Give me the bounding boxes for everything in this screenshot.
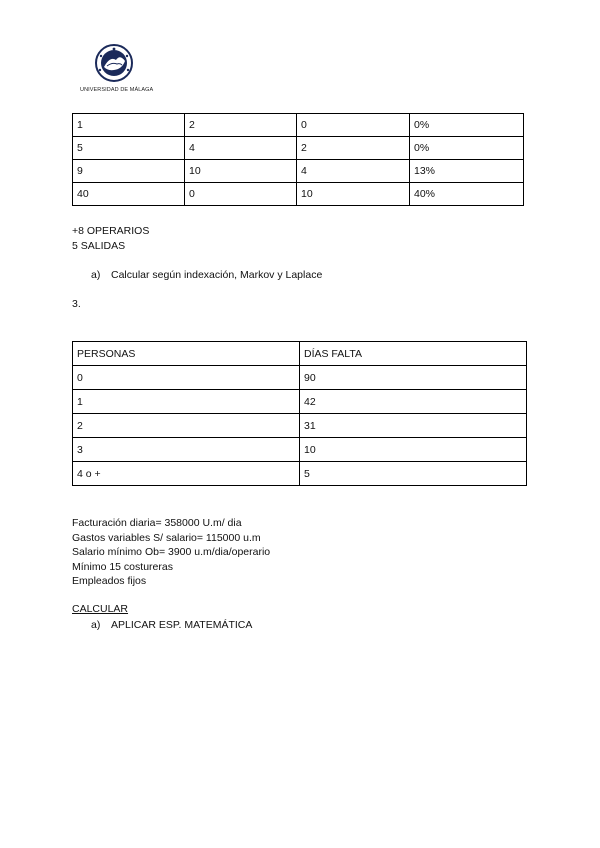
table-cell: 2 — [73, 414, 300, 438]
table-cell: 2 — [185, 114, 297, 137]
list-item — [91, 619, 252, 631]
table-personas — [72, 341, 527, 486]
table-row — [73, 414, 527, 438]
list-item-text: APLICAR ESP. MATEMÁTICA — [111, 619, 253, 631]
table-row — [73, 366, 527, 390]
section-number: 3. — [72, 298, 81, 310]
note-line: Empleados fijos — [72, 575, 147, 587]
table-cell: 9 — [73, 160, 185, 183]
table-header-cell: DÍAS FALTA — [300, 342, 527, 366]
table-cell: 5 — [300, 462, 527, 486]
table-cell: 3 — [73, 438, 300, 462]
table-row — [73, 137, 524, 160]
list-marker: a) — [91, 269, 101, 281]
university-logo — [80, 42, 154, 96]
table-row — [73, 183, 524, 206]
table-cell: 4 — [297, 160, 410, 183]
note-line: Gastos variables S/ salario= 115000 u.m — [72, 531, 261, 544]
note-line: Mínimo 15 costureras — [72, 560, 173, 573]
table-header-cell: PERSONAS — [73, 342, 300, 366]
note-line: 5 SALIDAS — [72, 239, 126, 252]
notes-facturacion — [72, 516, 270, 589]
calcular-heading: CALCULAR — [72, 603, 129, 615]
table-cell: 10 — [185, 160, 297, 183]
table-cell: 13% — [410, 160, 524, 183]
table-row — [73, 438, 527, 462]
table-cell: 90 — [300, 366, 527, 390]
table-row — [73, 160, 524, 183]
table-cell: 31 — [300, 414, 527, 438]
table-cell: 1 — [73, 114, 185, 137]
table-cell: 0% — [410, 137, 524, 160]
table-cell: 0 — [73, 366, 300, 390]
table-row — [73, 462, 527, 486]
table-cell: 10 — [300, 438, 527, 462]
table-cell: 42 — [300, 390, 527, 414]
table-cell: 0% — [410, 114, 524, 137]
table-cell: 40 — [73, 183, 185, 206]
table-row — [73, 390, 527, 414]
list-item-text: Calcular según indexación, Markov y Laplace — [111, 269, 323, 281]
university-seal-icon — [92, 42, 136, 84]
logo-text: UNIVERSIDAD DE MÁLAGA — [80, 87, 154, 93]
table-cell: 1 — [73, 390, 300, 414]
table-operarios — [72, 113, 524, 206]
notes-operarios — [72, 224, 149, 253]
table-header-row — [73, 342, 527, 366]
list-item — [91, 269, 322, 281]
table-cell: 5 — [73, 137, 185, 160]
table-row — [73, 114, 524, 137]
table-cell: 0 — [297, 114, 410, 137]
table-cell: 10 — [297, 183, 410, 206]
table-cell: 0 — [185, 183, 297, 206]
table-cell: 40% — [410, 183, 524, 206]
note-line: Salario mínimo Ob= 3900 u.m/dia/operario — [72, 546, 271, 558]
table-cell: 4 — [185, 137, 297, 160]
table-cell: 2 — [297, 137, 410, 160]
note-line: +8 OPERARIOS — [72, 225, 150, 237]
note-line: Facturación diaria= 358000 U.m/ dia — [72, 517, 242, 529]
table-cell: 4 o + — [73, 462, 300, 486]
list-marker: a) — [91, 619, 101, 631]
